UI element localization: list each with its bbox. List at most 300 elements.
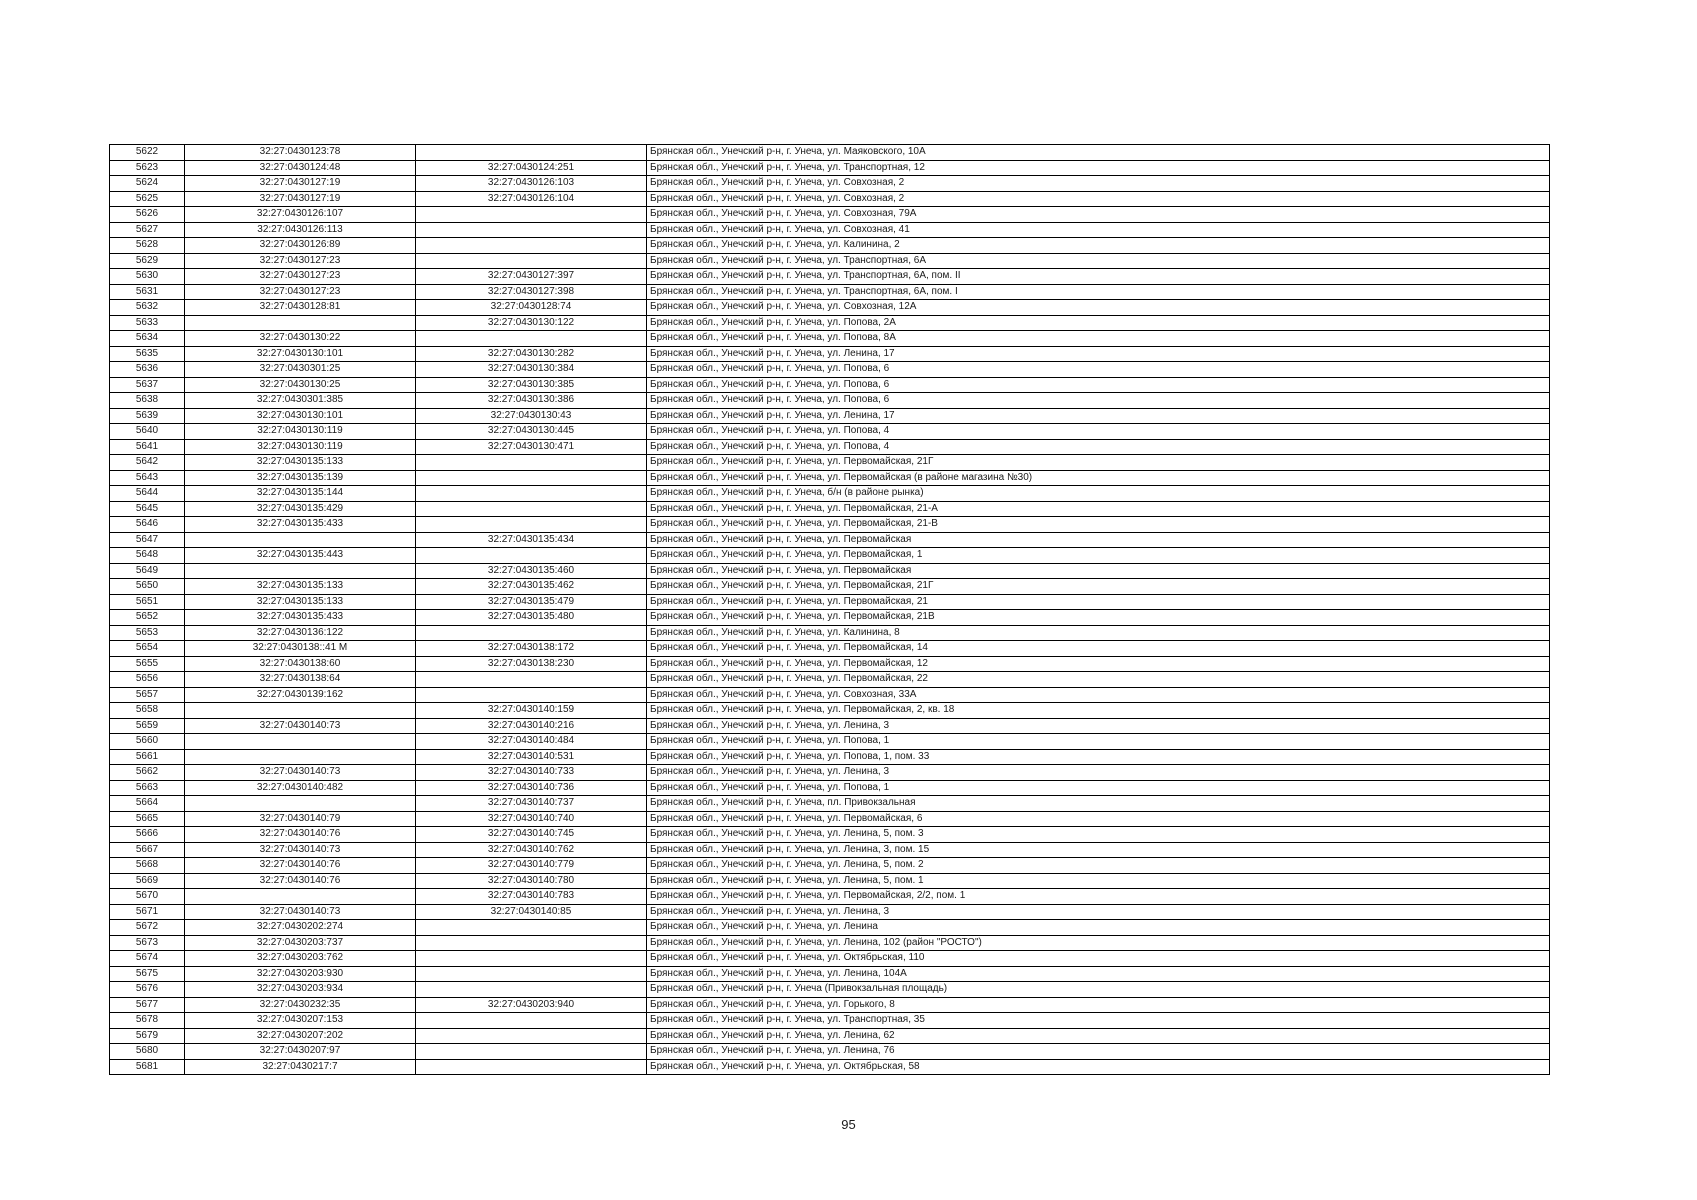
row-number-cell: 5675 <box>110 966 185 982</box>
cadastral-number-cell <box>185 532 416 548</box>
object-cadastral-number-cell <box>416 1059 647 1075</box>
object-cadastral-number-cell <box>416 455 647 471</box>
object-cadastral-number-cell <box>416 687 647 703</box>
cadastral-number-cell: 32:27:0430130:101 <box>185 408 416 424</box>
address-cell: Брянская обл., Унечский р-н, г. Унеча, ул. Первомайская <box>647 563 1550 579</box>
cadastral-number-cell: 32:27:0430140:76 <box>185 858 416 874</box>
table-row <box>110 377 1550 393</box>
cadastral-number-cell: 32:27:0430130:22 <box>185 331 416 347</box>
cadastral-number-cell <box>185 889 416 905</box>
table-row <box>110 191 1550 207</box>
address-cell: Брянская обл., Унечский р-н, г. Унеча, ул. Транспортная, 35 <box>647 1013 1550 1029</box>
table-row <box>110 687 1550 703</box>
table-row <box>110 920 1550 936</box>
table-body <box>110 145 1550 1075</box>
row-number-cell: 5658 <box>110 703 185 719</box>
object-cadastral-number-cell: 32:27:0430140:740 <box>416 811 647 827</box>
address-cell: Брянская обл., Унечский р-н, г. Унеча, ул. Ленина, 76 <box>647 1044 1550 1060</box>
address-cell: Брянская обл., Унечский р-н, г. Унеча, ул. Попова, 1, пом. 33 <box>647 749 1550 765</box>
address-cell: Брянская обл., Унечский р-н, г. Унеча, ул. Ленина <box>647 920 1550 936</box>
row-number-cell: 5680 <box>110 1044 185 1060</box>
table-row <box>110 625 1550 641</box>
row-number-cell: 5626 <box>110 207 185 223</box>
object-cadastral-number-cell: 32:27:0430130:385 <box>416 377 647 393</box>
table-row <box>110 408 1550 424</box>
row-number-cell: 5650 <box>110 579 185 595</box>
object-cadastral-number-cell: 32:27:0430140:484 <box>416 734 647 750</box>
row-number-cell: 5631 <box>110 284 185 300</box>
row-number-cell: 5655 <box>110 656 185 672</box>
object-cadastral-number-cell <box>416 1013 647 1029</box>
table-row <box>110 315 1550 331</box>
table-row <box>110 858 1550 874</box>
address-cell: Брянская обл., Унечский р-н, г. Унеча, ул. Транспортная, 12 <box>647 160 1550 176</box>
cadastral-number-cell: 32:27:0430135:139 <box>185 470 416 486</box>
address-cell: Брянская обл., Унечский р-н, г. Унеча, ул. Попова, 6 <box>647 362 1550 378</box>
table-row <box>110 362 1550 378</box>
address-cell: Брянская обл., Унечский р-н, г. Унеча, ул. Совхозная, 33А <box>647 687 1550 703</box>
table-row <box>110 517 1550 533</box>
row-number-cell: 5645 <box>110 501 185 517</box>
cadastral-number-cell: 32:27:0430140:76 <box>185 873 416 889</box>
table-row <box>110 796 1550 812</box>
table-row <box>110 873 1550 889</box>
table-row <box>110 656 1550 672</box>
address-cell: Брянская обл., Унечский р-н, г. Унеча, ул. Совхозная, 12А <box>647 300 1550 316</box>
cadastral-number-cell: 32:27:0430138:60 <box>185 656 416 672</box>
address-cell: Брянская обл., Унечский р-н, г. Унеча, ул. Ленина, 3, пом. 15 <box>647 842 1550 858</box>
object-cadastral-number-cell <box>416 331 647 347</box>
address-cell: Брянская обл., Унечский р-н, г. Унеча, ул. Попова, 8А <box>647 331 1550 347</box>
table-row <box>110 734 1550 750</box>
object-cadastral-number-cell: 32:27:0430126:104 <box>416 191 647 207</box>
address-cell: Брянская обл., Унечский р-н, г. Унеча, ул. Первомайская, 21В <box>647 610 1550 626</box>
address-cell: Брянская обл., Унечский р-н, г. Унеча, ул. Первомайская, 21 <box>647 594 1550 610</box>
table-row <box>110 486 1550 502</box>
row-number-cell: 5627 <box>110 222 185 238</box>
cadastral-number-cell: 32:27:0430126:113 <box>185 222 416 238</box>
row-number-cell: 5635 <box>110 346 185 362</box>
address-cell: Брянская обл., Унечский р-н, г. Унеча, ул. Маяковского, 10А <box>647 145 1550 161</box>
cadastral-number-cell: 32:27:0430127:19 <box>185 176 416 192</box>
cadastral-number-cell: 32:27:0430203:762 <box>185 951 416 967</box>
table-row <box>110 827 1550 843</box>
cadastral-number-cell: 32:27:0430127:23 <box>185 284 416 300</box>
table-row <box>110 346 1550 362</box>
object-cadastral-number-cell: 32:27:0430140:531 <box>416 749 647 765</box>
address-cell: Брянская обл., Унечский р-н, г. Унеча, ул. Попова, 1 <box>647 780 1550 796</box>
cadastral-number-cell: 32:27:0430127:23 <box>185 253 416 269</box>
table-row <box>110 532 1550 548</box>
table-row <box>110 424 1550 440</box>
cadastral-number-cell <box>185 734 416 750</box>
row-number-cell: 5660 <box>110 734 185 750</box>
object-cadastral-number-cell: 32:27:0430140:762 <box>416 842 647 858</box>
cadastral-number-cell: 32:27:0430135:133 <box>185 594 416 610</box>
address-cell: Брянская обл., Унечский р-н, г. Унеча, ул. Первомайская, 2, кв. 18 <box>647 703 1550 719</box>
cadastral-number-cell: 32:27:0430135:144 <box>185 486 416 502</box>
address-cell: Брянская обл., Унечский р-н, г. Унеча, ул. Совхозная, 2 <box>647 176 1550 192</box>
object-cadastral-number-cell <box>416 672 647 688</box>
row-number-cell: 5634 <box>110 331 185 347</box>
address-cell: Брянская обл., Унечский р-н, г. Унеча, ул. Ленина, 3 <box>647 718 1550 734</box>
object-cadastral-number-cell <box>416 238 647 254</box>
table-row <box>110 176 1550 192</box>
table-row <box>110 982 1550 998</box>
object-cadastral-number-cell <box>416 486 647 502</box>
table-row <box>110 718 1550 734</box>
table-row <box>110 470 1550 486</box>
address-cell: Брянская обл., Унечский р-н, г. Унеча (Привокзальная площадь) <box>647 982 1550 998</box>
property-registry-table <box>109 144 1550 1075</box>
row-number-cell: 5630 <box>110 269 185 285</box>
row-number-cell: 5678 <box>110 1013 185 1029</box>
address-cell: Брянская обл., Унечский р-н, г. Унеча, ул. Первомайская, 6 <box>647 811 1550 827</box>
row-number-cell: 5640 <box>110 424 185 440</box>
row-number-cell: 5629 <box>110 253 185 269</box>
row-number-cell: 5669 <box>110 873 185 889</box>
table-row <box>110 842 1550 858</box>
table-row <box>110 145 1550 161</box>
cadastral-number-cell: 32:27:0430202:274 <box>185 920 416 936</box>
address-cell: Брянская обл., Унечский р-н, г. Унеча, ул. Попова, 4 <box>647 424 1550 440</box>
cadastral-number-cell <box>185 796 416 812</box>
object-cadastral-number-cell: 32:27:0430126:103 <box>416 176 647 192</box>
row-number-cell: 5677 <box>110 997 185 1013</box>
table-row <box>110 966 1550 982</box>
table-row <box>110 253 1550 269</box>
object-cadastral-number-cell <box>416 548 647 564</box>
cadastral-number-cell: 32:27:0430232:35 <box>185 997 416 1013</box>
row-number-cell: 5654 <box>110 641 185 657</box>
cadastral-number-cell: 32:27:0430130:119 <box>185 424 416 440</box>
cadastral-number-cell <box>185 749 416 765</box>
row-number-cell: 5622 <box>110 145 185 161</box>
table-row <box>110 780 1550 796</box>
cadastral-number-cell: 32:27:0430138::41 М <box>185 641 416 657</box>
address-cell: Брянская обл., Унечский р-н, г. Унеча, ул. Ленина, 62 <box>647 1028 1550 1044</box>
object-cadastral-number-cell: 32:27:0430140:737 <box>416 796 647 812</box>
row-number-cell: 5670 <box>110 889 185 905</box>
cadastral-number-cell: 32:27:0430135:429 <box>185 501 416 517</box>
cadastral-number-cell: 32:27:0430207:97 <box>185 1044 416 1060</box>
cadastral-number-cell: 32:27:0430126:107 <box>185 207 416 223</box>
row-number-cell: 5681 <box>110 1059 185 1075</box>
cadastral-number-cell: 32:27:0430139:162 <box>185 687 416 703</box>
table-row <box>110 439 1550 455</box>
row-number-cell: 5664 <box>110 796 185 812</box>
row-number-cell: 5633 <box>110 315 185 331</box>
object-cadastral-number-cell: 32:27:0430135:434 <box>416 532 647 548</box>
address-cell: Брянская обл., Унечский р-н, г. Унеча, ул. Первомайская (в районе магазина №30) <box>647 470 1550 486</box>
cadastral-number-cell: 32:27:0430140:73 <box>185 904 416 920</box>
object-cadastral-number-cell: 32:27:0430130:445 <box>416 424 647 440</box>
row-number-cell: 5623 <box>110 160 185 176</box>
cadastral-number-cell: 32:27:0430138:64 <box>185 672 416 688</box>
object-cadastral-number-cell <box>416 951 647 967</box>
row-number-cell: 5662 <box>110 765 185 781</box>
table-row <box>110 904 1550 920</box>
object-cadastral-number-cell: 32:27:0430138:172 <box>416 641 647 657</box>
address-cell: Брянская обл., Унечский р-н, г. Унеча, ул. Совхозная, 41 <box>647 222 1550 238</box>
address-cell: Брянская обл., Унечский р-н, г. Унеча, ул. Горького, 8 <box>647 997 1550 1013</box>
row-number-cell: 5661 <box>110 749 185 765</box>
object-cadastral-number-cell: 32:27:0430203:940 <box>416 997 647 1013</box>
address-cell: Брянская обл., Унечский р-н, г. Унеча, ул. Совхозная, 2 <box>647 191 1550 207</box>
row-number-cell: 5632 <box>110 300 185 316</box>
object-cadastral-number-cell: 32:27:0430140:85 <box>416 904 647 920</box>
object-cadastral-number-cell: 32:27:0430140:783 <box>416 889 647 905</box>
object-cadastral-number-cell: 32:27:0430130:43 <box>416 408 647 424</box>
row-number-cell: 5668 <box>110 858 185 874</box>
address-cell: Брянская обл., Унечский р-н, г. Унеча, ул. Первомайская, 2/2, пом. 1 <box>647 889 1550 905</box>
object-cadastral-number-cell: 32:27:0430135:479 <box>416 594 647 610</box>
address-cell: Брянская обл., Унечский р-н, г. Унеча, ул. Ленина, 5, пом. 2 <box>647 858 1550 874</box>
object-cadastral-number-cell: 32:27:0430138:230 <box>416 656 647 672</box>
table-row <box>110 997 1550 1013</box>
object-cadastral-number-cell: 32:27:0430140:745 <box>416 827 647 843</box>
object-cadastral-number-cell <box>416 222 647 238</box>
row-number-cell: 5651 <box>110 594 185 610</box>
row-number-cell: 5667 <box>110 842 185 858</box>
address-cell: Брянская обл., Унечский р-н, г. Унеча, ул. Совхозная, 79А <box>647 207 1550 223</box>
object-cadastral-number-cell: 32:27:0430135:462 <box>416 579 647 595</box>
row-number-cell: 5666 <box>110 827 185 843</box>
table-row <box>110 935 1550 951</box>
row-number-cell: 5639 <box>110 408 185 424</box>
row-number-cell: 5653 <box>110 625 185 641</box>
cadastral-number-cell: 32:27:0430207:153 <box>185 1013 416 1029</box>
cadastral-number-cell: 32:27:0430127:19 <box>185 191 416 207</box>
object-cadastral-number-cell: 32:27:0430140:779 <box>416 858 647 874</box>
table-row <box>110 548 1550 564</box>
address-cell: Брянская обл., Унечский р-н, г. Унеча, б/н (в районе рынка) <box>647 486 1550 502</box>
cadastral-number-cell: 32:27:0430135:443 <box>185 548 416 564</box>
address-cell: Брянская обл., Унечский р-н, г. Унеча, ул. Первомайская, 21-А <box>647 501 1550 517</box>
row-number-cell: 5638 <box>110 393 185 409</box>
row-number-cell: 5679 <box>110 1028 185 1044</box>
object-cadastral-number-cell <box>416 207 647 223</box>
row-number-cell: 5649 <box>110 563 185 579</box>
object-cadastral-number-cell: 32:27:0430135:460 <box>416 563 647 579</box>
cadastral-number-cell: 32:27:0430203:930 <box>185 966 416 982</box>
address-cell: Брянская обл., Унечский р-н, г. Унеча, ул. Октябрьская, 110 <box>647 951 1550 967</box>
cadastral-number-cell: 32:27:0430128:81 <box>185 300 416 316</box>
table-row <box>110 331 1550 347</box>
address-cell: Брянская обл., Унечский р-н, г. Унеча, ул. Ленина, 17 <box>647 346 1550 362</box>
cadastral-number-cell: 32:27:0430130:101 <box>185 346 416 362</box>
address-cell: Брянская обл., Унечский р-н, г. Унеча, ул. Первомайская, 21Г <box>647 579 1550 595</box>
object-cadastral-number-cell <box>416 982 647 998</box>
object-cadastral-number-cell: 32:27:0430127:398 <box>416 284 647 300</box>
cadastral-number-cell: 32:27:0430203:934 <box>185 982 416 998</box>
row-number-cell: 5644 <box>110 486 185 502</box>
table-row <box>110 641 1550 657</box>
object-cadastral-number-cell: 32:27:0430128:74 <box>416 300 647 316</box>
cadastral-number-cell <box>185 315 416 331</box>
object-cadastral-number-cell <box>416 253 647 269</box>
object-cadastral-number-cell <box>416 517 647 533</box>
object-cadastral-number-cell <box>416 1044 647 1060</box>
object-cadastral-number-cell: 32:27:0430130:386 <box>416 393 647 409</box>
address-cell: Брянская обл., Унечский р-н, г. Унеча, ул. Попова, 6 <box>647 377 1550 393</box>
table-row <box>110 160 1550 176</box>
table-row <box>110 610 1550 626</box>
cadastral-number-cell: 32:27:0430203:737 <box>185 935 416 951</box>
table-row <box>110 765 1550 781</box>
cadastral-number-cell: 32:27:0430301:385 <box>185 393 416 409</box>
address-cell: Брянская обл., Унечский р-н, г. Унеча, ул. Ленина, 3 <box>647 904 1550 920</box>
row-number-cell: 5656 <box>110 672 185 688</box>
address-cell: Брянская обл., Унечский р-н, г. Унеча, ул. Транспортная, 6А <box>647 253 1550 269</box>
object-cadastral-number-cell: 32:27:0430135:480 <box>416 610 647 626</box>
page-number: 95 <box>841 1117 856 1132</box>
row-number-cell: 5624 <box>110 176 185 192</box>
cadastral-number-cell: 32:27:0430140:73 <box>185 765 416 781</box>
cadastral-number-cell: 32:27:0430135:133 <box>185 455 416 471</box>
row-number-cell: 5636 <box>110 362 185 378</box>
row-number-cell: 5648 <box>110 548 185 564</box>
table-row <box>110 1059 1550 1075</box>
object-cadastral-number-cell: 32:27:0430130:471 <box>416 439 647 455</box>
address-cell: Брянская обл., Унечский р-н, г. Унеча, ул. Калинина, 2 <box>647 238 1550 254</box>
address-cell: Брянская обл., Унечский р-н, г. Унеча, ул. Первомайская, 12 <box>647 656 1550 672</box>
object-cadastral-number-cell <box>416 501 647 517</box>
row-number-cell: 5641 <box>110 439 185 455</box>
object-cadastral-number-cell <box>416 935 647 951</box>
cadastral-number-cell: 32:27:0430130:25 <box>185 377 416 393</box>
row-number-cell: 5674 <box>110 951 185 967</box>
row-number-cell: 5671 <box>110 904 185 920</box>
row-number-cell: 5637 <box>110 377 185 393</box>
row-number-cell: 5643 <box>110 470 185 486</box>
object-cadastral-number-cell: 32:27:0430140:736 <box>416 780 647 796</box>
row-number-cell: 5625 <box>110 191 185 207</box>
address-cell: Брянская обл., Унечский р-н, г. Унеча, ул. Первомайская, 22 <box>647 672 1550 688</box>
table-row <box>110 889 1550 905</box>
table-row <box>110 594 1550 610</box>
cadastral-number-cell: 32:27:0430301:25 <box>185 362 416 378</box>
table-row <box>110 672 1550 688</box>
cadastral-number-cell: 32:27:0430217:7 <box>185 1059 416 1075</box>
address-cell: Брянская обл., Унечский р-н, г. Унеча, ул. Ленина, 17 <box>647 408 1550 424</box>
object-cadastral-number-cell: 32:27:0430124:251 <box>416 160 647 176</box>
cadastral-number-cell: 32:27:0430140:482 <box>185 780 416 796</box>
address-cell: Брянская обл., Унечский р-н, г. Унеча, ул. Первомайская <box>647 532 1550 548</box>
table-row <box>110 703 1550 719</box>
address-cell: Брянская обл., Унечский р-н, г. Унеча, ул. Попова, 1 <box>647 734 1550 750</box>
address-cell: Брянская обл., Унечский р-н, г. Унеча, ул. Попова, 4 <box>647 439 1550 455</box>
row-number-cell: 5657 <box>110 687 185 703</box>
cadastral-number-cell: 32:27:0430207:202 <box>185 1028 416 1044</box>
address-cell: Брянская обл., Унечский р-н, г. Унеча, ул. Калинина, 8 <box>647 625 1550 641</box>
object-cadastral-number-cell <box>416 966 647 982</box>
object-cadastral-number-cell: 32:27:0430130:282 <box>416 346 647 362</box>
address-cell: Брянская обл., Унечский р-н, г. Унеча, ул. Первомайская, 14 <box>647 641 1550 657</box>
address-cell: Брянская обл., Унечский р-н, г. Унеча, ул. Ленина, 3 <box>647 765 1550 781</box>
address-cell: Брянская обл., Унечский р-н, г. Унеча, ул. Первомайская, 21Г <box>647 455 1550 471</box>
address-cell: Брянская обл., Унечский р-н, г. Унеча, ул. Ленина, 104А <box>647 966 1550 982</box>
address-cell: Брянская обл., Унечский р-н, г. Унеча, ул. Попова, 6 <box>647 393 1550 409</box>
table-row <box>110 951 1550 967</box>
object-cadastral-number-cell: 32:27:0430127:397 <box>416 269 647 285</box>
row-number-cell: 5676 <box>110 982 185 998</box>
address-cell: Брянская обл., Унечский р-н, г. Унеча, ул. Ленина, 5, пом. 3 <box>647 827 1550 843</box>
table-row <box>110 455 1550 471</box>
cadastral-number-cell: 32:27:0430140:73 <box>185 842 416 858</box>
object-cadastral-number-cell <box>416 920 647 936</box>
table-row <box>110 393 1550 409</box>
cadastral-number-cell: 32:27:0430123:78 <box>185 145 416 161</box>
address-cell: Брянская обл., Унечский р-н, г. Унеча, пл. Привокзальная <box>647 796 1550 812</box>
row-number-cell: 5646 <box>110 517 185 533</box>
cadastral-number-cell <box>185 563 416 579</box>
cadastral-number-cell <box>185 703 416 719</box>
object-cadastral-number-cell <box>416 470 647 486</box>
row-number-cell: 5642 <box>110 455 185 471</box>
row-number-cell: 5647 <box>110 532 185 548</box>
cadastral-number-cell: 32:27:0430124:48 <box>185 160 416 176</box>
address-cell: Брянская обл., Унечский р-н, г. Унеча, ул. Первомайская, 21-В <box>647 517 1550 533</box>
cadastral-number-cell: 32:27:0430130:119 <box>185 439 416 455</box>
table-row <box>110 563 1550 579</box>
object-cadastral-number-cell <box>416 145 647 161</box>
row-number-cell: 5673 <box>110 935 185 951</box>
table-row <box>110 579 1550 595</box>
object-cadastral-number-cell: 32:27:0430130:384 <box>416 362 647 378</box>
table-row <box>110 1028 1550 1044</box>
object-cadastral-number-cell <box>416 625 647 641</box>
table-row <box>110 1013 1550 1029</box>
address-cell: Брянская обл., Унечский р-н, г. Унеча, ул. Транспортная, 6А, пом. I <box>647 284 1550 300</box>
object-cadastral-number-cell: 32:27:0430140:733 <box>416 765 647 781</box>
address-cell: Брянская обл., Унечский р-н, г. Унеча, ул. Ленина, 102 (район "РОСТО") <box>647 935 1550 951</box>
row-number-cell: 5665 <box>110 811 185 827</box>
address-cell: Брянская обл., Унечский р-н, г. Унеча, ул. Первомайская, 1 <box>647 548 1550 564</box>
cadastral-number-cell: 32:27:0430127:23 <box>185 269 416 285</box>
cadastral-number-cell: 32:27:0430135:433 <box>185 610 416 626</box>
address-cell: Брянская обл., Унечский р-н, г. Унеча, ул. Транспортная, 6А, пом. II <box>647 269 1550 285</box>
row-number-cell: 5663 <box>110 780 185 796</box>
table-row <box>110 501 1550 517</box>
table-row <box>110 811 1550 827</box>
cadastral-number-cell: 32:27:0430140:73 <box>185 718 416 734</box>
row-number-cell: 5652 <box>110 610 185 626</box>
cadastral-number-cell: 32:27:0430126:89 <box>185 238 416 254</box>
table-row <box>110 284 1550 300</box>
object-cadastral-number-cell: 32:27:0430130:122 <box>416 315 647 331</box>
cadastral-number-cell: 32:27:0430140:79 <box>185 811 416 827</box>
row-number-cell: 5659 <box>110 718 185 734</box>
cadastral-number-cell: 32:27:0430135:133 <box>185 579 416 595</box>
table-row <box>110 300 1550 316</box>
table-row <box>110 222 1550 238</box>
object-cadastral-number-cell: 32:27:0430140:159 <box>416 703 647 719</box>
table-row <box>110 238 1550 254</box>
table-row <box>110 269 1550 285</box>
object-cadastral-number-cell <box>416 1028 647 1044</box>
row-number-cell: 5628 <box>110 238 185 254</box>
cadastral-number-cell: 32:27:0430135:433 <box>185 517 416 533</box>
address-cell: Брянская обл., Унечский р-н, г. Унеча, ул. Попова, 2А <box>647 315 1550 331</box>
address-cell: Брянская обл., Унечский р-н, г. Унеча, ул. Октябрьская, 58 <box>647 1059 1550 1075</box>
row-number-cell: 5672 <box>110 920 185 936</box>
object-cadastral-number-cell: 32:27:0430140:216 <box>416 718 647 734</box>
table-row <box>110 1044 1550 1060</box>
table-row <box>110 207 1550 223</box>
cadastral-number-cell: 32:27:0430136:122 <box>185 625 416 641</box>
cadastral-number-cell: 32:27:0430140:76 <box>185 827 416 843</box>
